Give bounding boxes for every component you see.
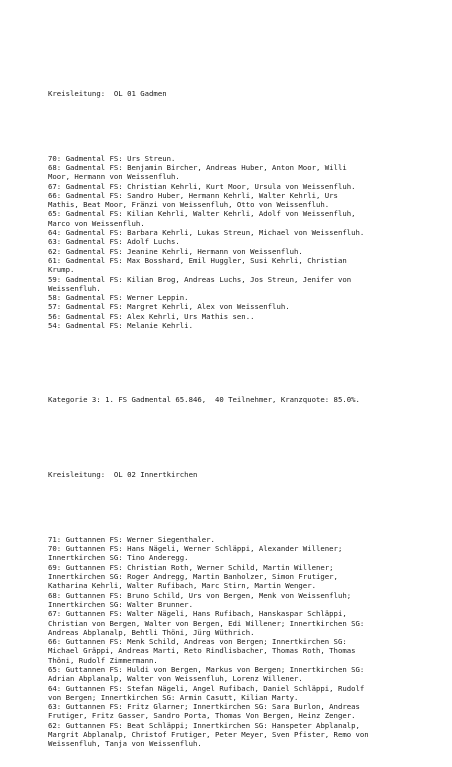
result-line: 71: Guttannen FS: Werner Siegenthaler. <box>48 534 215 544</box>
result-line: 64: Gadmental FS: Barbara Kehrli, Lukas Streun, Michael von Weissenfluh. <box>48 228 365 238</box>
result-line: Innertkirchen SG: Tino Anderegg. <box>48 553 189 563</box>
section-heading: Kreisleitung: OL 02 Innertkirchen <box>48 469 198 479</box>
section-heading: Kreisleitung: OL 01 Gadmen <box>48 88 167 98</box>
blank-space <box>48 423 408 451</box>
result-line: 67: Guttannen FS: Walter Nägeli, Hans Rufibach, Hanskaspar Schläppi, <box>48 609 347 619</box>
result-line: Adrian Abplanalp, Walter von Weissenfluh, Lorenz Willener. <box>48 674 303 684</box>
result-line: 67: Gadmental FS: Christian Kehrli, Kurt Moor, Ursula von Weissenfluh. <box>48 181 356 191</box>
result-line: 64: Guttannen FS: Stefan Nägeli, Angel Rufibach, Daniel Schläppi, Rudolf <box>48 683 365 693</box>
result-line: 69: Guttannen FS: Christian Roth, Werner Schild, Martin Willener; <box>48 562 334 572</box>
result-line: Krump. <box>48 265 75 275</box>
result-line: 63: Guttannen FS: Fritz Glarner; Innertkirchen SG: Sara Burlon, Andreas <box>48 702 360 712</box>
result-list <box>48 535 408 749</box>
result-line: 68: Guttannen FS: Bruno Schild, Urs von Bergen, Menk von Weissenfluh; <box>48 590 352 600</box>
result-line: 63: Gadmental FS: Adolf Luchs. <box>48 237 180 247</box>
result-line: Frutiger, Fritz Gasser, Sandro Porta, Thomas Von Bergen, Heinz Zenger. <box>48 711 356 721</box>
result-line: Innertkirchen SG: Walter Brunner. <box>48 599 193 609</box>
document-body <box>48 70 408 767</box>
result-line: Weissenfluh. <box>48 283 101 293</box>
result-list <box>48 154 408 331</box>
result-line: 59: Gadmental FS: Kilian Brog, Andreas Luchs, Jos Streun, Jenifer von <box>48 274 352 284</box>
result-line: 70: Guttannen FS: Hans Nägeli, Werner Schläppi, Alexander Willener; <box>48 544 343 554</box>
result-line: 70: Gadmental FS: Urs Streun. <box>48 153 176 163</box>
result-line: von Bergen; Innertkirchen SG: Armin Casutt, Kilian Marty. <box>48 692 299 702</box>
result-line: Margrit Abplanalp, Christof Frutiger, Peter Meyer, Sven Pfister, Remo von <box>48 730 369 740</box>
blank-space <box>48 116 408 135</box>
result-line: 66: Gadmental FS: Sandro Huber, Hermann Kehrli, Walter Kehrli, Urs <box>48 190 338 200</box>
result-line: Mathis, Beat Moor, Fränzi von Weissenfluh, Otto von Weissenfluh. <box>48 200 330 210</box>
result-line: Moor, Hermann von Weissenfluh. <box>48 172 180 182</box>
blank-space <box>48 498 408 517</box>
result-line: 65: Gadmental FS: Kilian Kehrli, Walter Kehrli, Adolf von Weissenfluh, <box>48 209 356 219</box>
result-line: 65: Guttannen FS: Huldi von Bergen, Markus von Bergen; Innertkirchen SG: <box>48 665 365 674</box>
result-line: 62: Guttannen FS: Beat Schläppi; Innertkirchen SG: Hanspeter Abplanalp, <box>48 720 360 730</box>
result-line: 56: Gadmental FS: Alex Kehrli, Urs Mathis sen.. <box>48 311 255 321</box>
result-line: 58: Gadmental FS: Werner Leppin. <box>48 293 189 303</box>
result-line: Marco von Weissenfluh. <box>48 218 145 228</box>
result-line: 66: Guttannen FS: Menk Schild, Andreas von Bergen; Innertkirchen SG: <box>48 637 347 647</box>
result-line: 54: Gadmental FS: Melanie Kehrli. <box>48 321 193 331</box>
result-line: 68: Gadmental FS: Benjamin Bircher, Andreas Huber, Anton Moor, Willi <box>48 162 347 172</box>
result-line: Andreas Abplanalp, Behtli Thöni, Jürg Wüthrich. <box>48 627 255 637</box>
blank-space <box>48 349 408 377</box>
result-line: Christian von Bergen, Walter von Bergen, Edi Willener; Innertkirchen SG: <box>48 618 365 628</box>
result-line: 62: Gadmental FS: Jeanine Kehrli, Hermann von Weissenfluh. <box>48 246 303 256</box>
result-line: Michael Gräppi, Andreas Marti, Reto Rindlisbacher, Thomas Roth, Thomas <box>48 646 356 656</box>
result-line: Weissenfluh, Tanja von Weissenfluh. <box>48 739 202 749</box>
result-line: Katharina Kehrli, Walter Rufibach, Marc Stirn, Martin Wenger. <box>48 581 316 591</box>
result-line: Thöni, Rudolf Zimmermann. <box>48 655 158 665</box>
result-line: 57: Gadmental FS: Margret Kehrli, Alex von Weissenfluh. <box>48 302 290 312</box>
result-line: Innertkirchen SG: Roger Andregg, Martin Banholzer, Simon Frutiger, <box>48 572 338 582</box>
result-line: 61: Gadmental FS: Max Bosshard, Emil Huggler, Susi Kehrli, Christian <box>48 255 347 265</box>
category-summary: Kategorie 3: 1. FS Gadmental 65.846, 40 Teilnehmer, Kranzquote: 85.0%. <box>48 395 360 405</box>
